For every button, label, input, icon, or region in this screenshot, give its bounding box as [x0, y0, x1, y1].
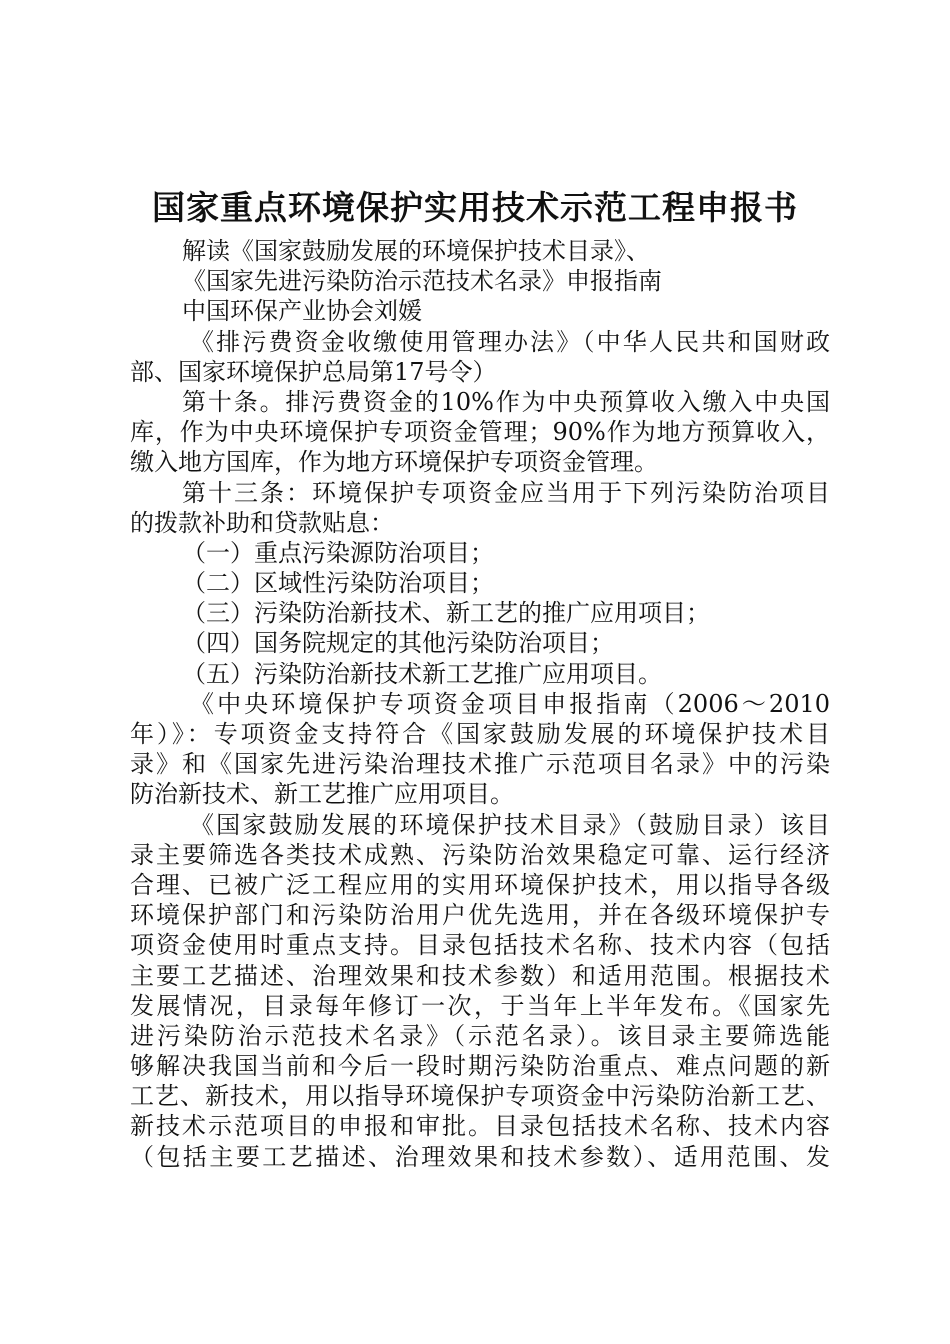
text-line: 中国环保产业协会刘媛 — [182, 297, 422, 326]
text-line: 《国家鼓励发展的环境保护技术目录》（鼓励目录）该目 — [190, 810, 830, 839]
text-line: 《国家先进污染防治示范技术名录》申报指南 — [182, 267, 662, 296]
text-line: 缴入地方国库，作为地方环境保护专项资金管理。 — [130, 448, 658, 477]
text-line: 主要工艺描述、治理效果和技术参数）和适用范围。根据技术 — [130, 961, 830, 990]
text-line: 项资金使用时重点支持。目录包括技术名称、技术内容（包括 — [130, 931, 830, 960]
text-line: 部、国家环境保护总局第17号令） — [130, 357, 497, 386]
text-line: 的拨款补助和贷款贴息： — [130, 508, 394, 537]
text-line: （包括主要工艺描述、治理效果和技术参数）、适用范围、发 — [130, 1142, 830, 1171]
text-line: 发展情况，目录每年修订一次，于当年上半年发布。《国家先 — [130, 991, 830, 1020]
text-line: 工艺、新技术，用以指导环境保护专项资金中污染防治新工艺、 — [130, 1082, 830, 1111]
text-line: 第十条。排污费资金的10%作为中央预算收入缴入中央国 — [182, 387, 830, 416]
text-line: 录主要筛选各类技术成熟、污染防治效果稳定可靠、运行经济 — [130, 840, 830, 869]
text-line: 库，作为中央环境保护专项资金管理；90%作为地方预算收入， — [130, 418, 830, 447]
text-line: 《排污费资金收缴使用管理办法》（中华人民共和国财政 — [190, 327, 830, 356]
text-line: 第十三条：环境保护专项资金应当用于下列污染防治项目 — [182, 478, 830, 507]
list-item: （五）污染防治新技术新工艺推广应用项目。 — [182, 659, 662, 688]
text-line: 够解决我国当前和今后一段时期污染防治重点、难点问题的新 — [130, 1052, 830, 1081]
text-line: 环境保护部门和污染防治用户优先选用，并在各级环境保护专 — [130, 901, 830, 930]
text-line: 年）》：专项资金支持符合《国家鼓励发展的环境保护技术目 — [130, 720, 830, 748]
list-item: （四）国务院规定的其他污染防治项目； — [182, 629, 614, 658]
text-line: 合理、已被广泛工程应用的实用环境保护技术，用以指导各级 — [130, 870, 830, 899]
list-item: （三）污染防治新技术、新工艺的推广应用项目； — [182, 599, 710, 628]
text-line: 新技术示范项目的申报和审批。目录包括技术名称、技术内容 — [130, 1112, 830, 1141]
list-item: （二）区域性污染防治项目； — [182, 569, 494, 598]
text-line: 进污染防治示范技术名录》（示范名录）。该目录主要筛选能 — [130, 1021, 830, 1050]
text-line: 防治新技术、新工艺推广应用项目。 — [130, 780, 514, 809]
list-item: （一）重点污染源防治项目； — [182, 538, 494, 567]
document-body — [130, 236, 830, 1172]
text-line: 《中央环境保护专项资金项目申报指南（2006～2010 — [190, 689, 830, 718]
text-line: 解读《国家鼓励发展的环境保护技术目录》、 — [182, 237, 650, 265]
text-line: 录》和《国家先进污染治理技术推广示范项目名录》中的污染 — [130, 750, 830, 779]
document-title: 国家重点环境保护实用技术示范工程申报书 — [152, 188, 798, 227]
